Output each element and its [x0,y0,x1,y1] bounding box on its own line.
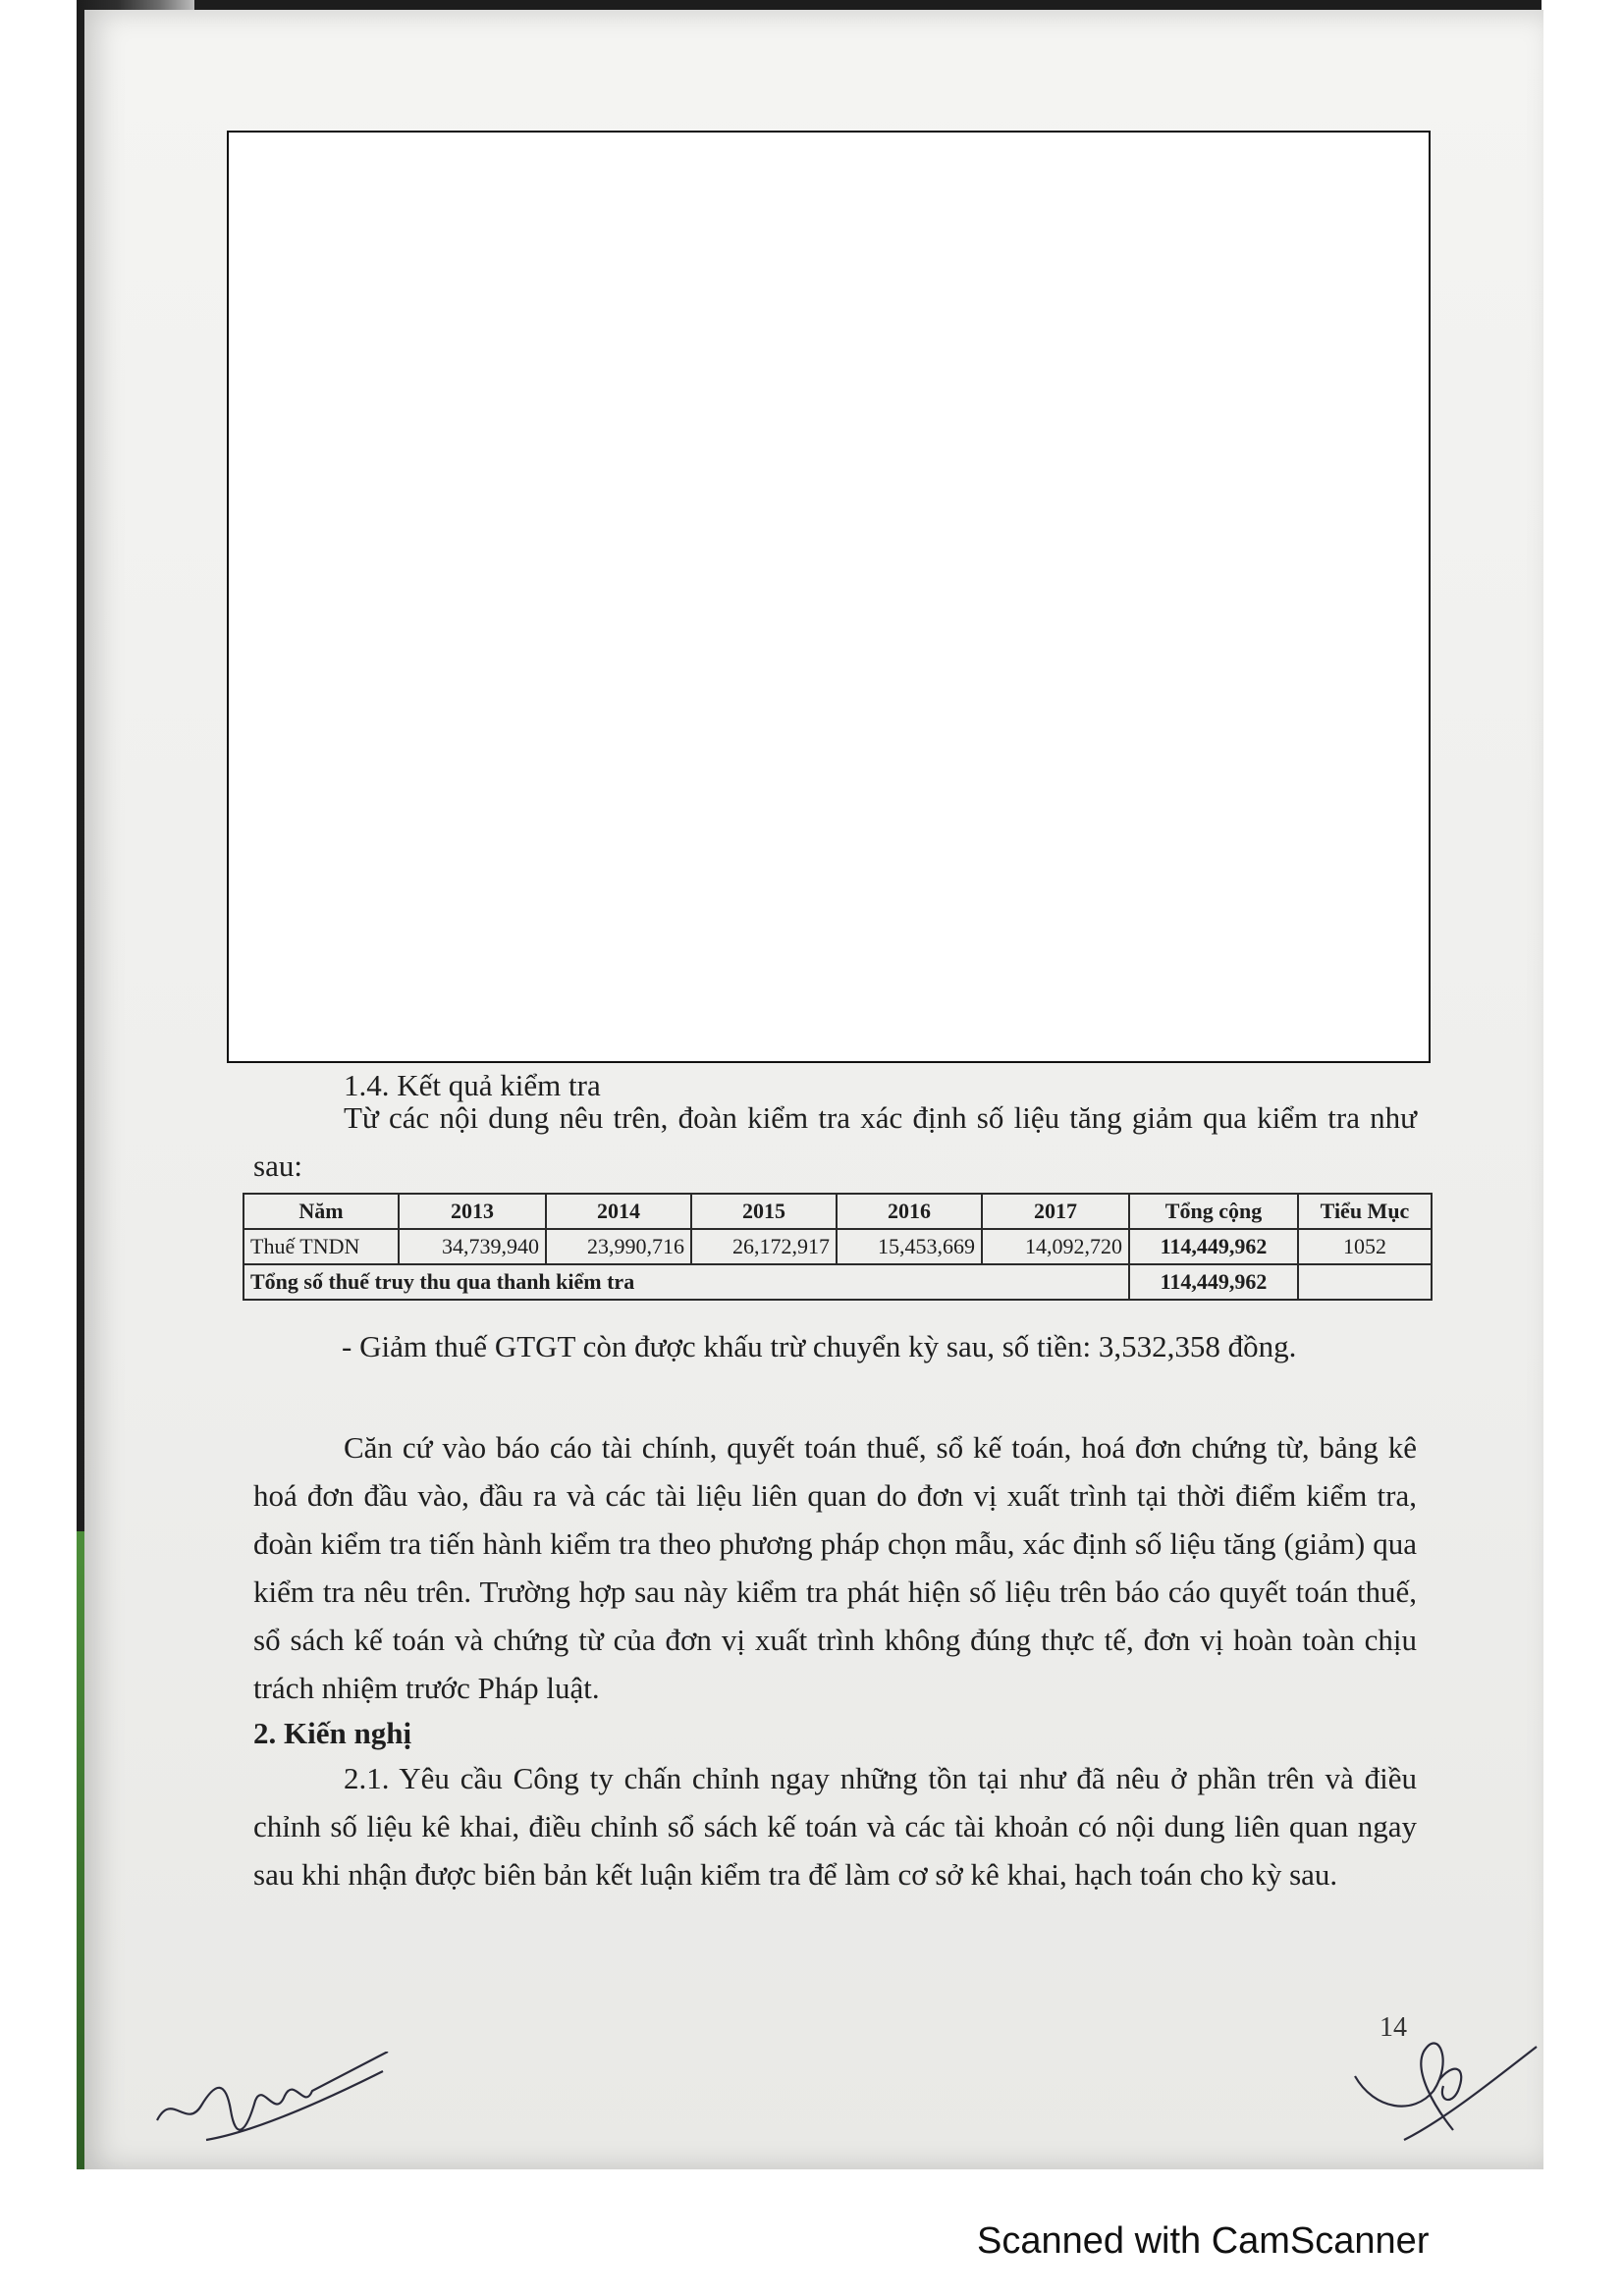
header-cell: 2017 [982,1194,1129,1229]
table-row [243,1229,1432,1264]
row-label: Thuế TNDN [243,1229,399,1264]
recommendation-paragraph: 2.1. Yêu cầu Công ty chấn chỉnh ngay những tồn tại như đã nêu ở phần trên và điều chỉnh số liệu kê khai, điều chỉnh sổ sách kế toán và các tài khoản có nội dung liên quan ngay sau khi nhận được biên bản kết luận kiểm tra để làm cơ sở kê khai, hạch toán cho kỳ sau. [253,1761,1417,1892]
value-cell: 15,453,669 [837,1229,982,1264]
header-cell: 2015 [691,1194,837,1229]
header-cell: Tiểu Mục [1298,1194,1432,1229]
tax-result-table [243,1193,1433,1301]
redacted-region [227,131,1431,1063]
footer-empty-cell [1298,1264,1432,1300]
scanner-watermark: Scanned with CamScanner [977,2220,1430,2262]
footer-label: Tổng số thuế truy thu qua thanh kiểm tra [243,1264,1129,1300]
recommendation-heading: 2. Kiến nghị [253,1716,412,1750]
value-cell: 14,092,720 [982,1229,1129,1264]
header-cell: Tổng cộng [1129,1194,1298,1229]
footer-total: 114,449,962 [1129,1264,1298,1300]
vat-note: - Giảm thuế GTGT còn được khấu trừ chuyển kỳ sau, số tiền: 3,532,358 đồng. [342,1329,1297,1363]
value-cell: 26,172,917 [691,1229,837,1264]
page-number: 14 [1380,2012,1407,2043]
header-cell: 2013 [399,1194,546,1229]
value-cell: 34,739,940 [399,1229,546,1264]
background-right-edge [1542,0,1623,2174]
value-cell: 23,990,716 [546,1229,691,1264]
signature-right-icon [1345,2022,1542,2150]
table-footer-row [243,1264,1432,1300]
header-cell: Năm [243,1194,399,1229]
section-heading: 1.4. Kết quả kiểm tra [344,1068,601,1102]
header-cell: 2016 [837,1194,982,1229]
signature-left-icon [147,2052,393,2160]
header-cell: 2014 [546,1194,691,1229]
sub-item-code: 1052 [1298,1229,1432,1264]
intro-paragraph: Từ các nội dung nêu trên, đoàn kiểm tra xác định số liệu tăng giảm qua kiểm tra như sau: [253,1100,1417,1183]
basis-paragraph: Căn cứ vào báo cáo tài chính, quyết toán thuế, sổ kế toán, hoá đơn chứng từ, bảng kê hoá đơn đầu vào, đầu ra và các tài liệu liên quan do đơn vị xuất trình tại thời điểm kiểm tra, đoàn kiểm tra tiến hành kiểm tra theo phương pháp chọn mẫu, xác định số liệu tăng (giảm) qua kiểm tra nêu trên. Trường hợp sau này kiểm tra phát hiện số liệu trên báo cáo quyết toán thuế, sổ sách kế toán và chứng từ của đơn vị xuất trình không đúng thực tế, đơn vị hoàn toàn chịu trách nhiệm trước Pháp luật. [253,1430,1417,1705]
table-header-row [243,1194,1432,1229]
row-total: 114,449,962 [1129,1229,1298,1264]
